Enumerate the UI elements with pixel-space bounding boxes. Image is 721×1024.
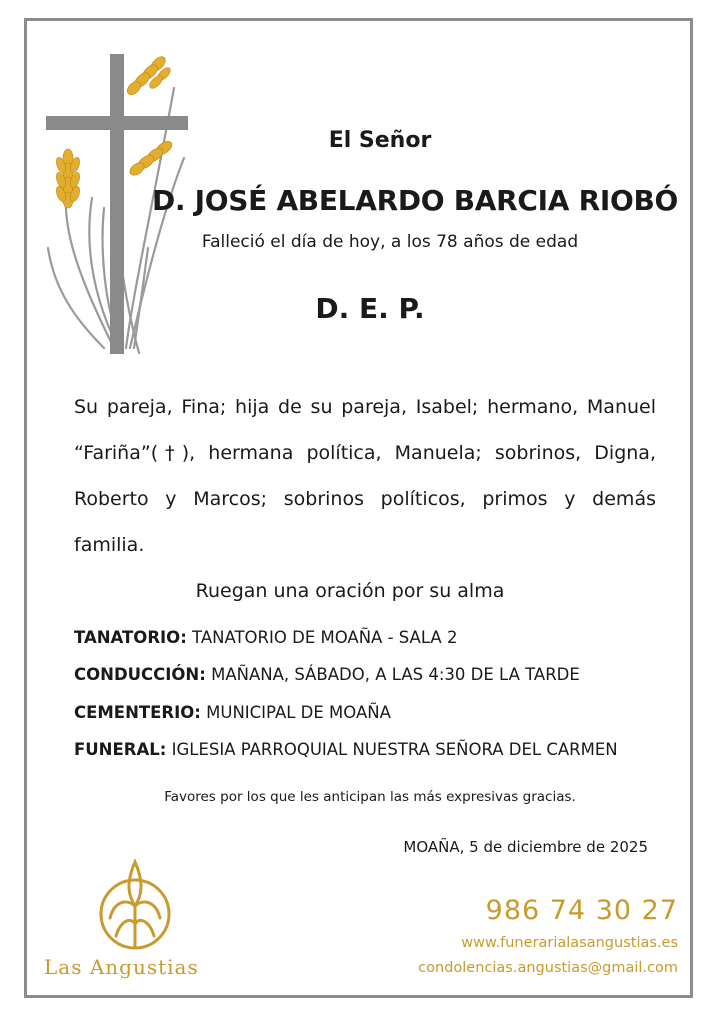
family-list: Su pareja, Fina; hija de su pareja, Isabel; hermano, Manuel “Fariña”(†), hermana política, Manuela; sobrinos, Digna, Roberto y Marcos; sobrinos políticos, primos y demás familia. <box>74 396 656 556</box>
deceased-name: D. JOSÉ ABELARDO BARCIA RIOBÓ <box>151 184 679 217</box>
prayer-request: Ruegan una oración por su alma <box>195 580 505 602</box>
phone-number[interactable]: 986 74 30 27 <box>485 895 678 926</box>
detail-label: FUNERAL: <box>74 740 167 759</box>
website-link[interactable]: www.funerarialasangustias.es <box>461 935 678 951</box>
email-link[interactable]: condolencias.angustias@gmail.com <box>418 960 678 976</box>
detail-tanatorio <box>74 628 457 647</box>
detail-cementerio <box>74 703 391 722</box>
detail-label: TANATORIO: <box>74 628 187 647</box>
detail-value: MAÑANA, SÁBADO, A LAS 4:30 DE LA TARDE <box>211 665 580 684</box>
detail-value: TANATORIO DE MOAÑA - SALA 2 <box>192 628 458 647</box>
detail-funeral <box>74 740 618 759</box>
detail-label: CONDUCCIÓN: <box>74 665 206 684</box>
title-prefix: El Señor <box>328 128 432 153</box>
brand-name: Las Angustias <box>44 955 199 979</box>
detail-value: MUNICIPAL DE MOAÑA <box>206 703 391 722</box>
detail-label: CEMENTERIO: <box>74 703 201 722</box>
rip-text: D. E. P. <box>315 292 425 325</box>
detail-value: IGLESIA PARROQUIAL NUESTRA SEÑORA DEL CARMEN <box>171 740 618 759</box>
las-angustias-logo-icon <box>90 858 180 954</box>
detail-conduccion <box>74 665 580 684</box>
place-date: MOAÑA, 5 de diciembre de 2025 <box>403 838 648 856</box>
thanks-note: Favores por los que les anticipan las más expresivas gracias. <box>164 789 576 805</box>
death-notice-line: Falleció el día de hoy, a los 78 años de edad <box>201 232 579 252</box>
